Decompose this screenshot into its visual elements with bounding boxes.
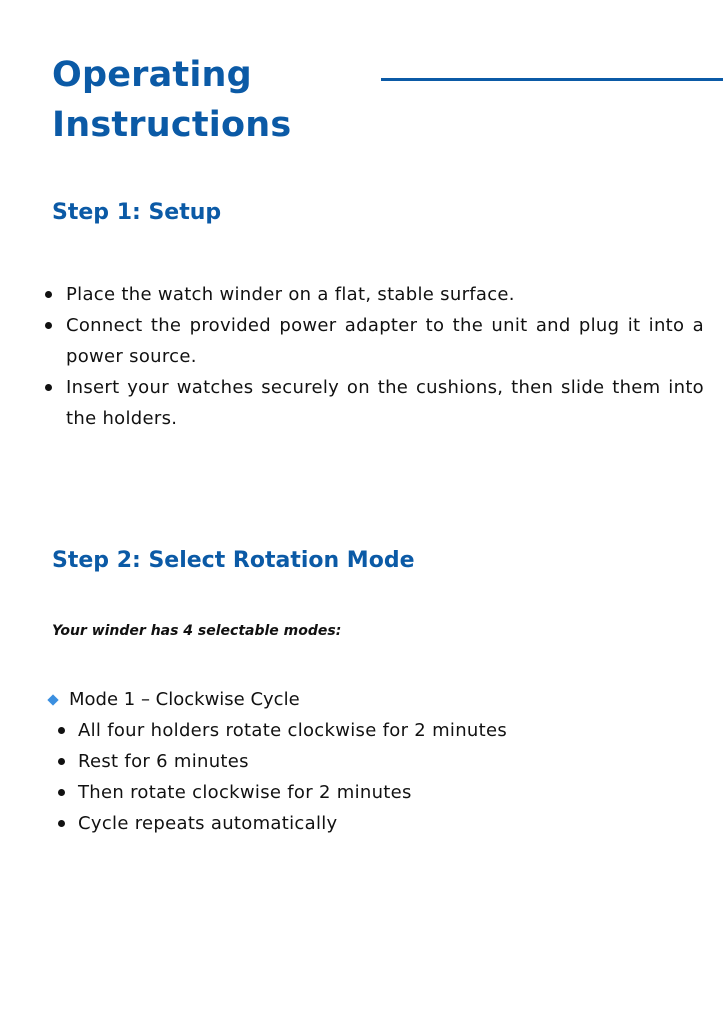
list-item-text: Cycle repeats automatically	[78, 813, 338, 834]
bullet-dot-icon	[45, 384, 52, 391]
modes-intro: Your winder has 4 selectable modes:	[52, 623, 342, 639]
list-item-text: Rest for 6 minutes	[78, 751, 249, 772]
bullet-dot-icon	[58, 820, 65, 827]
list-item	[78, 777, 678, 808]
bullet-dot-icon	[45, 322, 52, 329]
list-item	[66, 372, 704, 434]
list-item	[78, 715, 678, 746]
list-item	[78, 808, 678, 839]
mode1-heading	[46, 684, 300, 715]
list-item	[66, 310, 704, 372]
step1-heading: Step 1: Setup	[52, 200, 222, 225]
list-item-text: Connect the provided power adapter to the unit and plug it into a power source.	[66, 315, 704, 367]
step2-heading: Step 2: Select Rotation Mode	[52, 548, 415, 573]
bullet-dot-icon	[58, 727, 65, 734]
list-item-text: Insert your watches securely on the cushions, then slide them into the holders.	[66, 377, 704, 429]
bullet-dot-icon	[45, 291, 52, 298]
mode1-label: Mode 1 – Clockwise Cycle	[69, 689, 300, 710]
list-item	[78, 746, 678, 777]
title-divider	[381, 78, 723, 81]
list-item	[66, 279, 704, 310]
list-item-text: Place the watch winder on a flat, stable surface.	[66, 284, 515, 305]
bullet-dot-icon	[58, 758, 65, 765]
step1-list	[66, 279, 704, 434]
list-item-text: Then rotate clockwise for 2 minutes	[78, 782, 412, 803]
bullet-dot-icon	[58, 789, 65, 796]
diamond-icon	[47, 694, 58, 705]
mode1-list	[78, 715, 678, 839]
list-item-text: All four holders rotate clockwise for 2 minutes	[78, 720, 508, 741]
page-title: Operating Instructions	[52, 55, 292, 145]
